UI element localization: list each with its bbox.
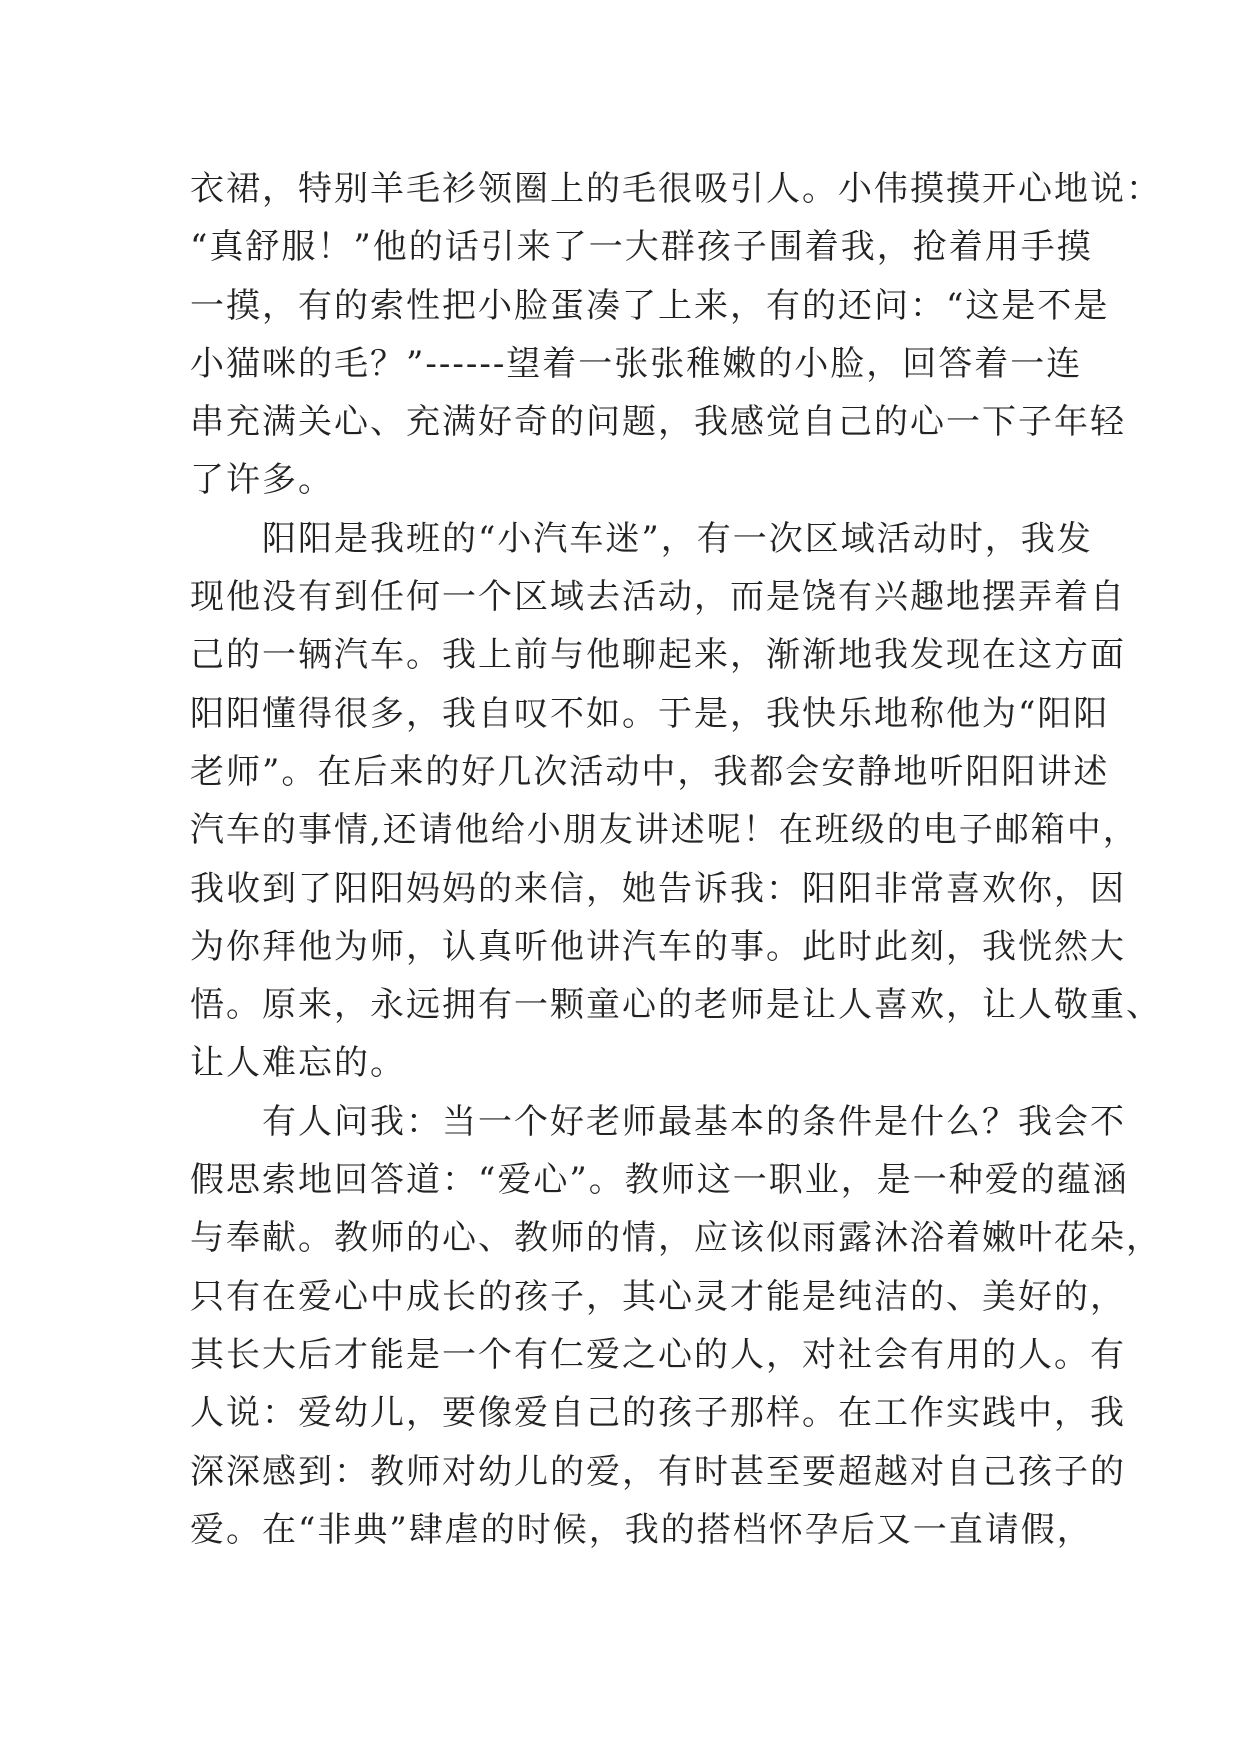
- text-line: 了许多。: [190, 460, 334, 501]
- text-line: 深深感到：教师对幼儿的爱，有时甚至要超越对自己孩子的: [190, 1451, 1126, 1492]
- text-line: 阳阳是我班的“小汽车迷”，有一次区域活动时，我发: [262, 518, 1093, 559]
- text-line: “真舒服！”他的话引来了一大群孩子围着我，抢着用手摸: [190, 227, 1093, 268]
- text-line: 假思索地回答道：“爱心”。教师这一职业，是一种爱的蕴涵: [190, 1160, 1129, 1201]
- body-text: [190, 160, 1162, 1559]
- text-line: 老师”。在后来的好几次活动中，我都会安静地听阳阳讲述: [190, 751, 1110, 792]
- text-line: 为你拜他为师，认真听他讲汽车的事。此时此刻，我恍然大: [190, 926, 1126, 967]
- text-line: 悟。原来，永远拥有一颗童心的老师是让人喜欢，让人敬重、: [190, 985, 1162, 1026]
- text-line: 爱。在“非典”肆虐的时候，我的搭档怀孕后又一直请假，: [190, 1509, 1093, 1550]
- text-line: 现他没有到任何一个区域去活动，而是饶有兴趣地摆弄着自: [190, 577, 1126, 618]
- text-line: 汽车的事情,还请他给小朋友讲述呢！在班级的电子邮箱中，: [190, 810, 1139, 851]
- text-line: 其长大后才能是一个有仁爱之心的人，对社会有用的人。有: [190, 1334, 1126, 1375]
- text-line: 阳阳懂得很多，我自叹不如。于是，我快乐地称他为“阳阳: [190, 693, 1110, 734]
- text-line: 己的一辆汽车。我上前与他聊起来，渐渐地我发现在这方面: [190, 635, 1126, 676]
- text-line: 有人问我：当一个好老师最基本的条件是什么？我会不: [262, 1101, 1126, 1142]
- text-line: 串充满关心、充满好奇的问题，我感觉自己的心一下子年轻: [190, 402, 1126, 443]
- text-line: 人说：爱幼儿，要像爱自己的孩子那样。在工作实践中，我: [190, 1393, 1126, 1434]
- text-line: 小猫咪的毛？”------望着一张张稚嫩的小脸，回答着一连: [190, 343, 1083, 384]
- text-line: 让人难忘的。: [190, 1043, 406, 1084]
- text-line: 我收到了阳阳妈妈的来信，她告诉我：阳阳非常喜欢你，因: [190, 868, 1126, 909]
- text-line: 与奉献。教师的心、教师的情，应该似雨露沐浴着嫩叶花朵，: [190, 1218, 1162, 1259]
- text-line: 衣裙，特别羊毛衫领圈上的毛很吸引人。小伟摸摸开心地说：: [190, 169, 1162, 209]
- text-line: 一摸，有的索性把小脸蛋凑了上来，有的还问：“这是不是: [190, 285, 1110, 326]
- text-line: 只有在爱心中成长的孩子，其心灵才能是纯洁的、美好的，: [190, 1276, 1126, 1317]
